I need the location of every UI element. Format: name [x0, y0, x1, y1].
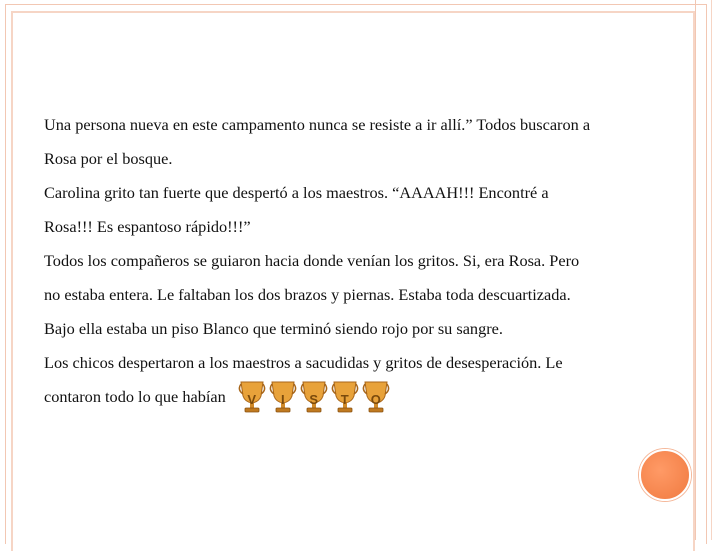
line: no estaba entera. Le faltaban los dos brazos y piernas. Estaba toda descuartizada.	[44, 285, 571, 304]
paragraph-4-last-line	[44, 380, 684, 414]
trophy-letter: V	[247, 392, 257, 407]
trophy-icon	[362, 380, 390, 414]
decorative-circle	[639, 449, 691, 501]
line: Carolina grito tan fuerte que despertó a los maestros. “AAAAH!!! Encontré a	[44, 183, 549, 202]
line: Una persona nueva en este campamento nunca se resiste a ir allí.” Todos buscaron a	[44, 115, 591, 134]
right-border-line	[695, 0, 696, 540]
line: Bajo ella estaba un piso Blanco que terminó siendo rojo por su sangre.	[44, 319, 503, 338]
trophy-icon	[238, 380, 266, 414]
trophy-icon	[269, 380, 297, 414]
trophy-icon	[331, 380, 359, 414]
trophy-icon	[300, 380, 328, 414]
line: Todos los compañeros se guiaron hacia donde venían los gritos. Si, era Rosa. Pero	[44, 251, 580, 270]
right-border-line-outer	[711, 0, 712, 540]
line: Rosa!!! Es espantoso rápido!!!”	[44, 217, 251, 236]
trophy-letter: S	[309, 392, 319, 407]
trophy-letter: T	[340, 392, 349, 407]
trophy-letter: I	[280, 392, 285, 407]
story-text	[44, 108, 684, 414]
paragraph-3	[44, 244, 684, 346]
trophy-letter: O	[370, 392, 381, 407]
paragraph-4	[44, 346, 684, 380]
paragraph-1	[44, 108, 684, 176]
trophy-word-art	[238, 380, 390, 414]
line: Los chicos despertaron a los maestros a sacudidas y gritos de desesperación. Le	[44, 353, 563, 372]
line: contaron todo lo que habían	[44, 387, 226, 406]
paragraph-2	[44, 176, 684, 244]
line: Rosa por el bosque.	[44, 149, 173, 168]
